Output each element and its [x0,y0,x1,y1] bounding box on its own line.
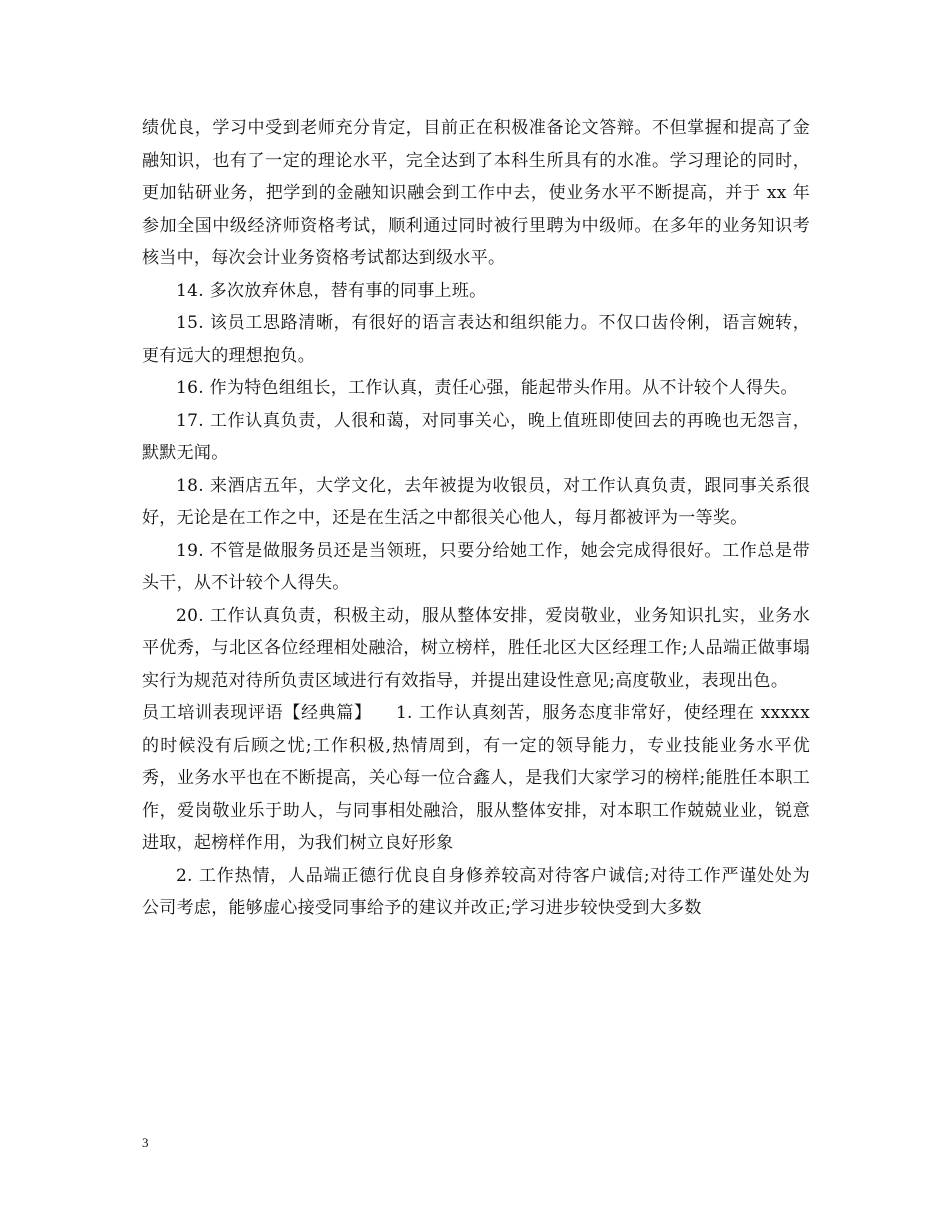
paragraph-section-classic: 员工培训表现评语【经典篇】 1. 工作认真刻苦，服务态度非常好，使经理在 xxxxx 的时候没有后顾之忧;工作积极,热情周到，有一定的领导能力，专业技能业务水平优秀，业务水平也在不断提高，关心每一位合鑫人，是我们大家学习的榜样;能胜任本职工作，爱岗敬业乐于助人，与同事相处融洽，服从整体安排，对本职工作兢兢业业，锐意进取，起榜样作用，为我们树立良好形象 [142,703,816,853]
paragraph-item-19: 19. 不管是做服务员还是当领班，只要分给她工作，她会完成得很好。工作总是带头干，从不计较个人得失。 [142,540,810,593]
paragraph-item-2: 2. 工作热情，人品端正德行优良自身修养较高对待客户诚信;对待工作严谨处处为公司考虑，能够虚心接受同事给予的建议并改正;学习进步较快受到大多数 [142,865,810,918]
paragraph-item-14: 14. 多次放弃休息，替有事的同事上班。 [176,280,487,301]
paragraph-item-17: 17. 工作认真负责，人很和蔼，对同事关心，晚上值班即使回去的再晚也无怨言，默默无闻。 [142,410,810,463]
document-body [142,112,816,925]
paragraph-item-18: 18. 来酒店五年，大学文化，去年被提为收银员，对工作认真负责，跟同事关系很好，无论是在工作之中，还是在生活之中都很关心他人，每月都被评为一等奖。 [142,475,810,528]
paragraph-item-16: 16. 作为特色组组长，工作认真，责任心强，能起带头作用。从不计较个人得失。 [176,378,798,398]
paragraph-intro: 绩优良，学习中受到老师充分肯定，目前正在积极准备论文答辩。不但掌握和提高了金融知识，也有了一定的理论水平，完全达到了本科生所具有的水准。学习理论的同时，更加钻研业务，把学到的金融知识融会到工作中去，使业务水平不断提高，并于 xx 年参加全国中级经济师资格考试，顺利通过同时被行里聘为中级师。在多年的业务知识考核当中，每次会计业务资格考试都达到级水平。 [142,118,810,268]
paragraph-item-20: 20. 工作认真负责，积极主动，服从整体安排，爱岗敬业，业务知识扎实，业务水平优秀，与北区各位经理相处融洽，树立榜样，胜任北区大区经理工作;人品端正做事塌实行为规范对待所负责区域进行有效指导，并提出建设性意见;高度敬业，表现出色。 [142,605,810,691]
page-number: 3 [142,1135,149,1150]
paragraph-item-15: 15. 该员工思路清晰，有很好的语言表达和组织能力。不仅口齿伶俐，语言婉转，更有远大的理想抱负。 [142,313,810,366]
